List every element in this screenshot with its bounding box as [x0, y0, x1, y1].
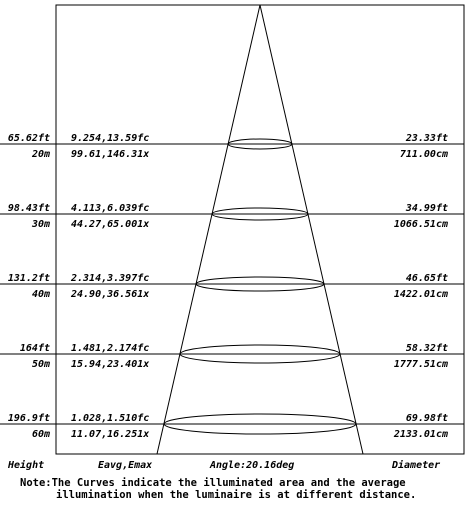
footer-eavg-label: Eavg,Emax — [98, 460, 153, 471]
diameter-cm-50m: 1777.51cm — [393, 359, 448, 370]
eavg-lx-50m: 15.94,23.401x — [71, 359, 150, 370]
diameter-ft-30m: 34.99ft — [405, 203, 448, 214]
height-m-30m: 30m — [31, 219, 50, 230]
height-ft-20m: 65.62ft — [7, 133, 50, 144]
diameter-ft-50m: 58.32ft — [405, 343, 448, 354]
eavg-lx-40m: 24.90,36.561x — [71, 289, 150, 300]
height-ft-50m: 164ft — [19, 343, 50, 354]
beam-cone-left-edge — [157, 5, 260, 454]
eavg-fc-50m: 1.481,2.174fc — [71, 343, 150, 354]
height-ft-30m: 98.43ft — [7, 203, 50, 214]
eavg-lx-60m: 11.07,16.251x — [71, 429, 150, 440]
diameter-cm-40m: 1422.01cm — [393, 289, 448, 300]
height-m-20m: 20m — [31, 149, 50, 160]
diameter-cm-20m: 711.00cm — [399, 149, 448, 160]
height-m-60m: 60m — [31, 429, 50, 440]
eavg-fc-60m: 1.028,1.510fc — [71, 413, 150, 424]
height-ft-60m: 196.9ft — [7, 413, 50, 424]
eavg-lx-30m: 44.27,65.001x — [71, 219, 150, 230]
height-m-50m: 50m — [31, 359, 50, 370]
eavg-fc-40m: 2.314,3.397fc — [71, 273, 150, 284]
height-m-40m: 40m — [31, 289, 50, 300]
footer-angle-label: Angle:20.16deg — [210, 460, 295, 471]
footer-height-label: Height — [8, 460, 45, 471]
note-line-1: Note:The Curves indicate the illuminated area and the average — [20, 477, 406, 489]
height-ft-40m: 131.2ft — [7, 273, 50, 284]
diameter-cm-60m: 2133.01cm — [393, 429, 448, 440]
note-text — [20, 477, 470, 501]
diameter-ft-60m: 69.98ft — [405, 413, 448, 424]
note-line-2: illumination when the luminaire is at different distance. — [56, 489, 417, 501]
eavg-fc-30m: 4.113,6.039fc — [71, 203, 150, 214]
eavg-lx-20m: 99.61,146.31x — [71, 149, 150, 160]
beam-cone-right-edge — [260, 5, 363, 454]
footer-diameter-label: Diameter — [392, 460, 441, 471]
eavg-fc-20m: 9.254,13.59fc — [71, 133, 150, 144]
diameter-ft-40m: 46.65ft — [405, 273, 448, 284]
diameter-cm-30m: 1066.51cm — [393, 219, 448, 230]
diameter-ft-20m: 23.33ft — [405, 133, 448, 144]
